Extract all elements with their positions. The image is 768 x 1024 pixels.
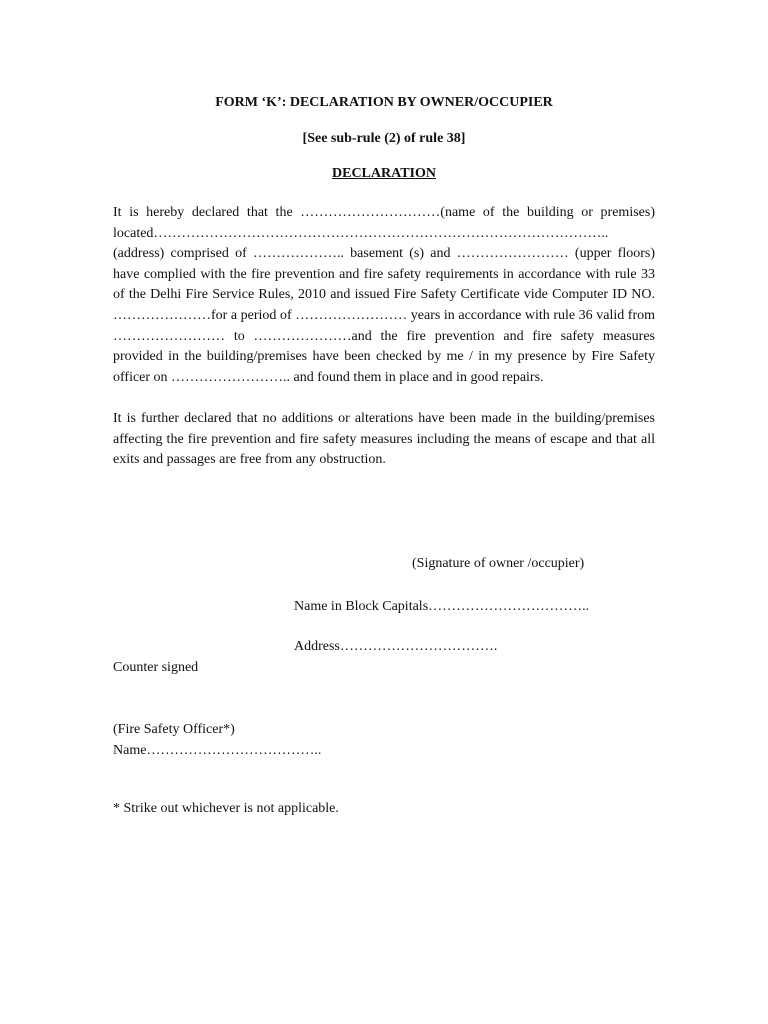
fire-safety-officer-label: (Fire Safety Officer*) — [113, 722, 235, 737]
counter-signed-label: Counter signed — [113, 660, 199, 675]
declaration-heading: DECLARATION — [332, 166, 436, 181]
officer-name-field: Name……………………………….. — [113, 743, 322, 758]
declaration-paragraph-1: It is hereby declared that the …………………………(name of the building or premises) located……………………………………………………………………………………..(address) comprised of ……………….. basement (s) and …………………… (upper floors) have complied with the fire prevention and fire safety requirements in accordance with rule 33 of the Delhi Fire Service Rules, 2010 and issued Fire Safety Certificate vide Computer ID NO. …………………for a period of …………………… years in accordance with rule 36 valid from …………………… to …………………and the fire prevention and fire safety measures provided in the building/premises have been checked by me / in my presence by Fire Safety officer on …………………….. and found them in place and in good repairs. — [113, 205, 655, 385]
declaration-paragraph-2: It is further declared that no additions or alterations have been made in the building/premises affecting the fire prevention and fire safety measures including the means of escape and that all exits and passages are free from any obstruction. — [113, 411, 655, 468]
form-title: FORM ‘K’: DECLARATION BY OWNER/OCCUPIER — [215, 95, 553, 110]
form-subrule: [See sub-rule (2) of rule 38] — [302, 131, 466, 146]
owner-signature-label: (Signature of owner /occupier) — [412, 556, 585, 571]
name-block-capitals-field: Name in Block Capitals…………………………….. — [294, 599, 590, 614]
address-field: Address……………………………. — [294, 639, 498, 654]
footnote: * Strike out whichever is not applicable. — [113, 801, 339, 816]
